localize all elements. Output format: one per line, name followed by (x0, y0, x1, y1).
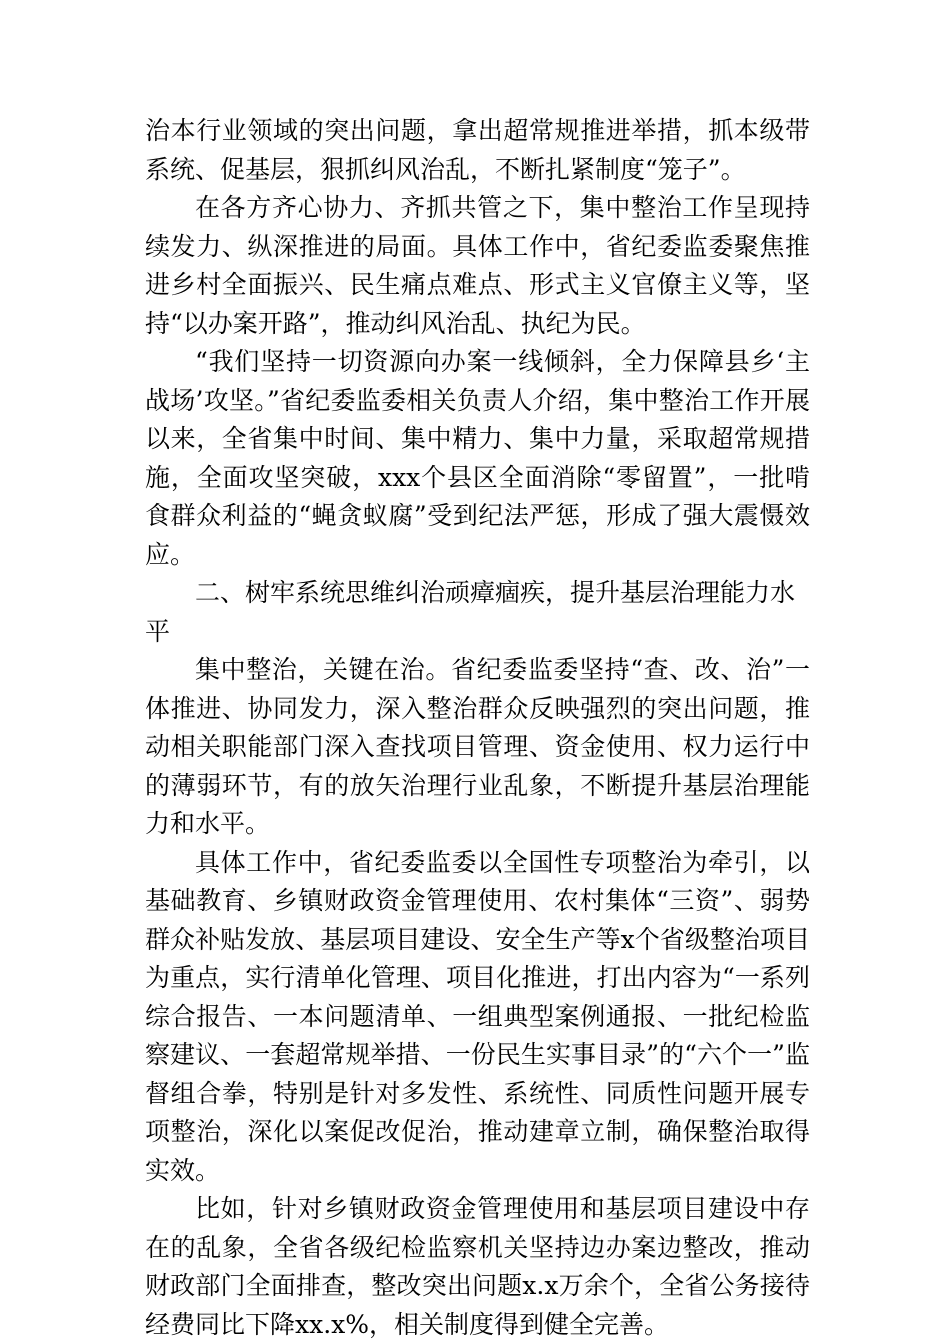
paragraph: 在各方齐心协力、齐抓共管之下，集中整治工作呈现持续发力、纵深推进的局面。具体工作中，省纪委监委聚焦推进乡村全面振兴、民生痛点难点、形式主义官僚主义等，坚持“以办案开路”，推动纠风治乱、执纪为民。 (145, 193, 810, 338)
paragraph: 比如，针对乡镇财政资金管理使用和基层项目建设中存在的乱象，全省各级纪检监察机关坚持边办案边整改，推动财政部门全面排查，整改突出问题x.x万余个，全省公务接待经费同比下降xx.x%，相关制度得到健全完善。 (145, 1194, 810, 1339)
paragraph: 集中整治，关键在治。省纪委监委坚持“查、改、治”一体推进、协同发力，深入整治群众反映强烈的突出问题，推动相关职能部门深入查找项目管理、资金使用、权力运行中的薄弱环节，有的放矢治理行业乱象，不断提升基层治理能力和水平。 (145, 655, 810, 838)
paragraph-quote: “我们坚持一切资源向办案一线倾斜，全力保障县乡‘主战场’攻坚。”省纪委监委相关负责人介绍，集中整治工作开展以来，全省集中时间、集中精力、集中力量，采取超常规措施，全面攻坚突破，xxx个县区全面消除“零留置”，一批啃食群众利益的“蝇贪蚁腐”受到纪法严惩，形成了强大震慑效应。 (145, 347, 810, 569)
paragraph: 具体工作中，省纪委监委以全国性专项整治为牵引，以基础教育、乡镇财政资金管理使用、农村集体“三资”、弱势群众补贴发放、基层项目建设、安全生产等x个省级整治项目为重点，实行清单化管理、项目化推进，打出内容为“一系列综合报告、一本问题清单、一组典型案例通报、一批纪检监察建议、一套超常规举措、一份民生实事目录”的“六个一”监督组合拳，特别是针对多发性、系统性、同质性问题开展专项整治，深化以案促改促治，推动建章立制，确保整治取得实效。 (145, 847, 810, 1185)
section-heading: 二、树牢系统思维纠治顽瘴痼疾，提升基层治理能力水平 (145, 578, 796, 646)
paragraph-continuation: 治本行业领域的突出问题，拿出超常规推进举措，抓本级带系统、促基层，狠抓纠风治乱，不断扎紧制度“笼子”。 (145, 116, 810, 184)
document-body (145, 112, 810, 1344)
